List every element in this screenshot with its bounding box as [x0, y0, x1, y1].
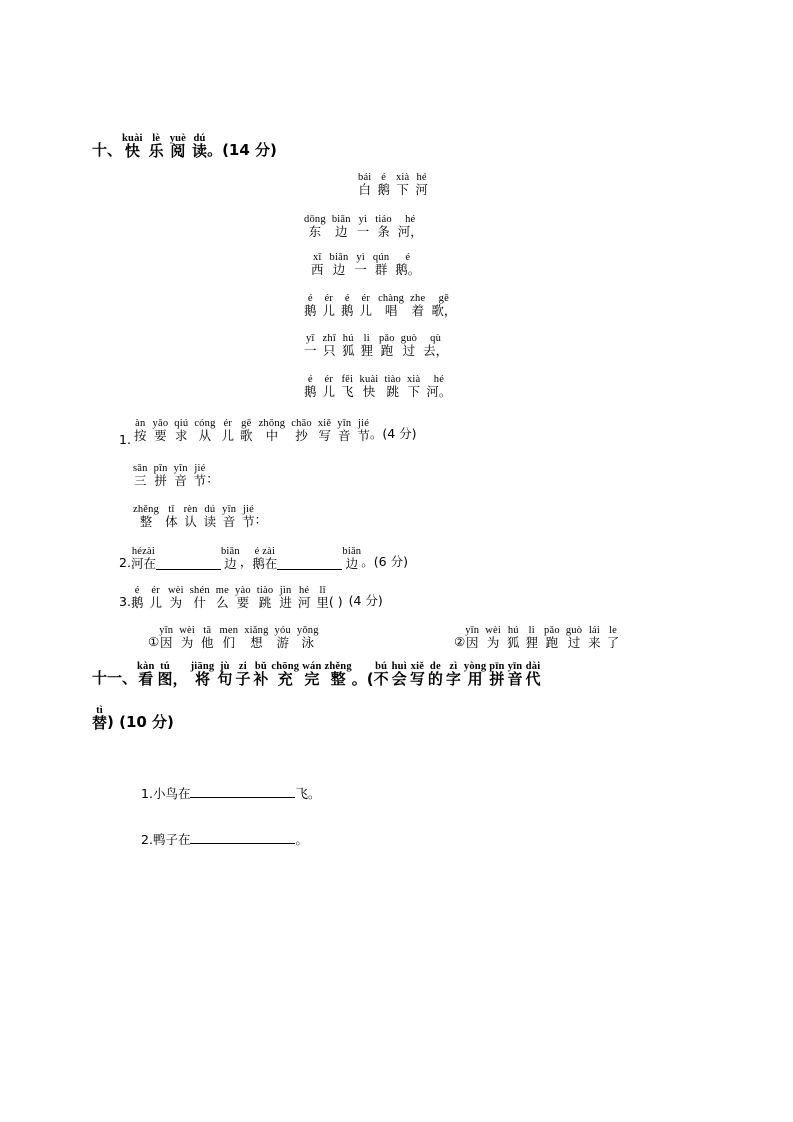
- q3o2-c7: lái 来: [588, 625, 601, 651]
- s11-c20: dài 代: [525, 661, 541, 689]
- s11-c13: huì 会: [391, 661, 407, 689]
- s11-c15: de 的: [427, 661, 443, 689]
- q3-option-1[interactable]: [148, 625, 319, 649]
- q3o2-c1: yīn 因: [465, 625, 480, 651]
- poem-l1-c3: yì 一: [356, 214, 370, 240]
- q2-hezai: hézài 河在: [130, 546, 156, 572]
- poem-l1-c4: tiáo 条: [375, 214, 392, 240]
- q1b-colon: ：: [254, 512, 268, 528]
- q2-ezai: é zài 鹅在: [252, 546, 278, 572]
- q3-c3: wèi 为: [167, 585, 184, 611]
- q3o1-c5: xiǎng 想: [244, 625, 269, 651]
- poem-l1-c5: hé 河，: [397, 214, 423, 240]
- section-eleven-number: 十一、: [92, 668, 138, 687]
- fill-item-2-number: 2.: [141, 832, 153, 847]
- question-2: [119, 546, 408, 570]
- poem-l4-c1: yī 一: [304, 333, 317, 359]
- poem-l4-c2: zhī 只: [322, 333, 336, 359]
- s11-c11: 。(: [351, 670, 374, 689]
- poem-l5-c1: é 鹅: [304, 374, 317, 400]
- q1a-c4: jié 节: [193, 463, 207, 489]
- poem-l5-c5: tiào 跳: [384, 374, 401, 400]
- q1-suffix: 。(4 分): [369, 426, 417, 442]
- s11-c17: yòng 用: [463, 661, 487, 689]
- q2-suffix: 。(6 分): [361, 554, 408, 570]
- q3-c8: jìn 进: [279, 585, 292, 611]
- q1-sub-a: [133, 463, 219, 487]
- q1-number: 1.: [119, 432, 131, 447]
- fill-item-1-after: 飞。: [295, 786, 321, 801]
- q3-c2: ér 儿: [149, 585, 162, 611]
- poem-l4-c6: guò 过: [400, 333, 418, 359]
- q3-c6: yào 要: [235, 585, 251, 611]
- q3-c1: é 鹅: [130, 585, 144, 611]
- section-eleven-heading-line2: [92, 705, 174, 732]
- heading-char-le: lè 乐: [148, 133, 164, 161]
- q3o2-c3: hú 狐: [507, 625, 520, 651]
- s11-c3: ，: [172, 670, 188, 689]
- q3o1-c4: men 们: [219, 625, 239, 651]
- section-ten-title-suffix: 。(14 分): [207, 140, 277, 159]
- poem-line-5: [304, 374, 451, 398]
- fill-item-1-before: 小鸟在: [152, 786, 191, 801]
- s11-c6: zi 子: [235, 661, 251, 689]
- q1a-c2: pīn 拼: [153, 463, 168, 489]
- heading-char-du: dú 读: [192, 133, 208, 161]
- fill-item-2-before: 鸭子在: [152, 832, 191, 847]
- poem-l3-c2: ér 儿: [322, 293, 336, 319]
- poem-l5-c7: hé 河。: [426, 374, 452, 400]
- poem-l4-c3: hú 狐: [341, 333, 355, 359]
- fill-item-1: [141, 784, 320, 802]
- q3o1-c1: yīn 因: [159, 625, 174, 651]
- poem-l2-c3: yì 一: [354, 252, 367, 278]
- q1-c1: àn 按: [134, 418, 147, 444]
- poem-title-char-2: é 鹅: [377, 172, 390, 198]
- q2-comma: ，: [239, 554, 253, 570]
- poem-l2-c2: biān 边: [329, 252, 349, 278]
- q3o1-c7: yǒng 泳: [296, 625, 319, 651]
- q1a-colon: ：: [206, 471, 219, 487]
- q3-number: 3.: [119, 594, 131, 610]
- s11-c14: xiě 写: [409, 661, 425, 689]
- fill-item-2-after: 。: [295, 832, 308, 847]
- poem-l3-c3: é 鹅: [341, 293, 354, 319]
- s11-c4: jiāng 将: [190, 661, 215, 689]
- q3o2-c2: wèi 为: [485, 625, 502, 651]
- q3-option-1-marker: ①: [148, 634, 160, 650]
- poem-l5-c3: fēi 飞: [341, 374, 354, 400]
- s11-c18: pīn 拼: [489, 661, 505, 689]
- q1-c3: qiú 求: [174, 418, 189, 444]
- poem-l1-c1: dōng 东: [304, 214, 326, 240]
- s11-c9: wán 完: [302, 661, 322, 689]
- s11-c21: tì 替: [92, 705, 108, 733]
- poem-l3-c5: chàng 唱: [378, 293, 405, 319]
- q1-c10: yīn 音: [337, 418, 352, 444]
- q2-blank-1[interactable]: [156, 556, 221, 570]
- section-ten-number: 十、: [92, 140, 123, 159]
- fill-item-2: [141, 830, 308, 848]
- poem-l3-c1: é 鹅: [304, 293, 317, 319]
- poem-l2-c5: é 鹅。: [395, 252, 421, 278]
- s11-c16: zì 字: [445, 661, 461, 689]
- q3-c9: hé 河: [297, 585, 311, 611]
- s11-c19: yīn 音: [507, 661, 523, 689]
- poem-title-char-4: hé 河: [415, 172, 428, 198]
- poem-l2-c1: xī 西: [311, 252, 324, 278]
- q2-bian-1: biān 边: [220, 546, 240, 572]
- poem-line-2: [311, 252, 420, 276]
- poem-line-1: [304, 214, 423, 238]
- question-1: [134, 418, 417, 442]
- q1-c9: xiě 写: [317, 418, 332, 444]
- poem-line-4: [304, 333, 448, 357]
- q3-answer-box[interactable]: ( ): [328, 594, 343, 610]
- s11-c8: chōng 充: [271, 661, 300, 689]
- q3o1-c3: tā 他: [201, 625, 214, 651]
- s11-c12: bú 不: [373, 661, 389, 689]
- q3-c5: me 么: [215, 585, 230, 611]
- heading-char-kuai: kuài 快: [122, 133, 143, 161]
- poem-l4-c4: li 狸: [360, 333, 373, 359]
- question-3: [119, 585, 383, 609]
- section-eleven-heading: [92, 661, 712, 688]
- poem-l2-c4: qún 群: [372, 252, 390, 278]
- poem-title: [358, 172, 428, 196]
- q3o2-c8: le 了: [606, 625, 620, 651]
- poem-l5-c6: xià 下: [406, 374, 421, 400]
- q1b-c3: rèn 认: [183, 504, 198, 530]
- q1-c4: cóng 从: [194, 418, 216, 444]
- poem-l1-c2: biān 边: [331, 214, 351, 240]
- poem-l4-c7: qù 去，: [423, 333, 449, 359]
- q3-option-2[interactable]: [454, 625, 619, 649]
- q1a-c1: sān 三: [133, 463, 148, 489]
- q2-number: 2.: [119, 555, 131, 571]
- q1b-c1: zhěng 整: [133, 504, 160, 530]
- q3o1-c6: yóu 游: [274, 625, 291, 651]
- s11-c2: tú 图: [157, 661, 173, 689]
- q1-c5: ér 儿: [221, 418, 235, 444]
- q1-c8: chāo 抄: [291, 418, 312, 444]
- q3o2-c6: guò 过: [565, 625, 583, 651]
- q1-c7: zhōng 中: [258, 418, 286, 444]
- section-eleven-title-suffix: ) (10 分): [107, 712, 174, 731]
- q3o1-c2: wèi 为: [179, 625, 196, 651]
- poem-l3-c7: gē 歌，: [431, 293, 457, 319]
- fill-item-2-blank[interactable]: [190, 830, 295, 844]
- s11-c1: kàn 看: [137, 661, 155, 689]
- q1-sub-b: [133, 504, 267, 528]
- poem-line-3: [304, 293, 456, 317]
- q1-c6: gē 歌: [240, 418, 253, 444]
- s11-c5: jù 句: [217, 661, 233, 689]
- fill-item-1-number: 1.: [141, 786, 153, 801]
- heading-char-yue: yuè 阅: [169, 133, 187, 161]
- q3o2-c4: li 狸: [525, 625, 539, 651]
- poem-l4-c5: pǎo 跑: [378, 333, 395, 359]
- q2-bian-2: biān 边: [342, 546, 362, 572]
- section-ten-heading: [92, 133, 277, 160]
- q3o2-c5: pǎo 跑: [544, 625, 560, 651]
- q1b-c4: dú 读: [203, 504, 217, 530]
- q3-option-2-marker: ②: [454, 634, 466, 650]
- s11-c10: zhěng 整: [324, 661, 352, 689]
- q3-suffix: (4 分): [348, 593, 383, 609]
- poem-l5-c4: kuài 快: [359, 374, 379, 400]
- q3-c10: lǐ 里: [316, 585, 329, 611]
- q3-c4: shén 什: [189, 585, 210, 611]
- q1b-c2: tǐ 体: [165, 504, 178, 530]
- q1a-c3: yīn 音: [173, 463, 188, 489]
- q1b-c6: jié 节: [242, 504, 255, 530]
- q2-blank-2[interactable]: [277, 556, 342, 570]
- poem-l3-c6: zhe 着: [410, 293, 426, 319]
- poem-title-char-3: xià 下: [395, 172, 410, 198]
- poem-l3-c4: ér 儿: [359, 293, 373, 319]
- poem-l5-c2: ér 儿: [322, 374, 336, 400]
- q1-c11: jié 节: [357, 418, 370, 444]
- q1b-c5: yīn 音: [222, 504, 237, 530]
- q3-c7: tiào 跳: [256, 585, 274, 611]
- poem-title-char-1: bái 白: [358, 172, 372, 198]
- s11-c7: bǔ 补: [253, 661, 269, 689]
- q1-c2: yāo 要: [152, 418, 169, 444]
- fill-item-1-blank[interactable]: [190, 784, 295, 798]
